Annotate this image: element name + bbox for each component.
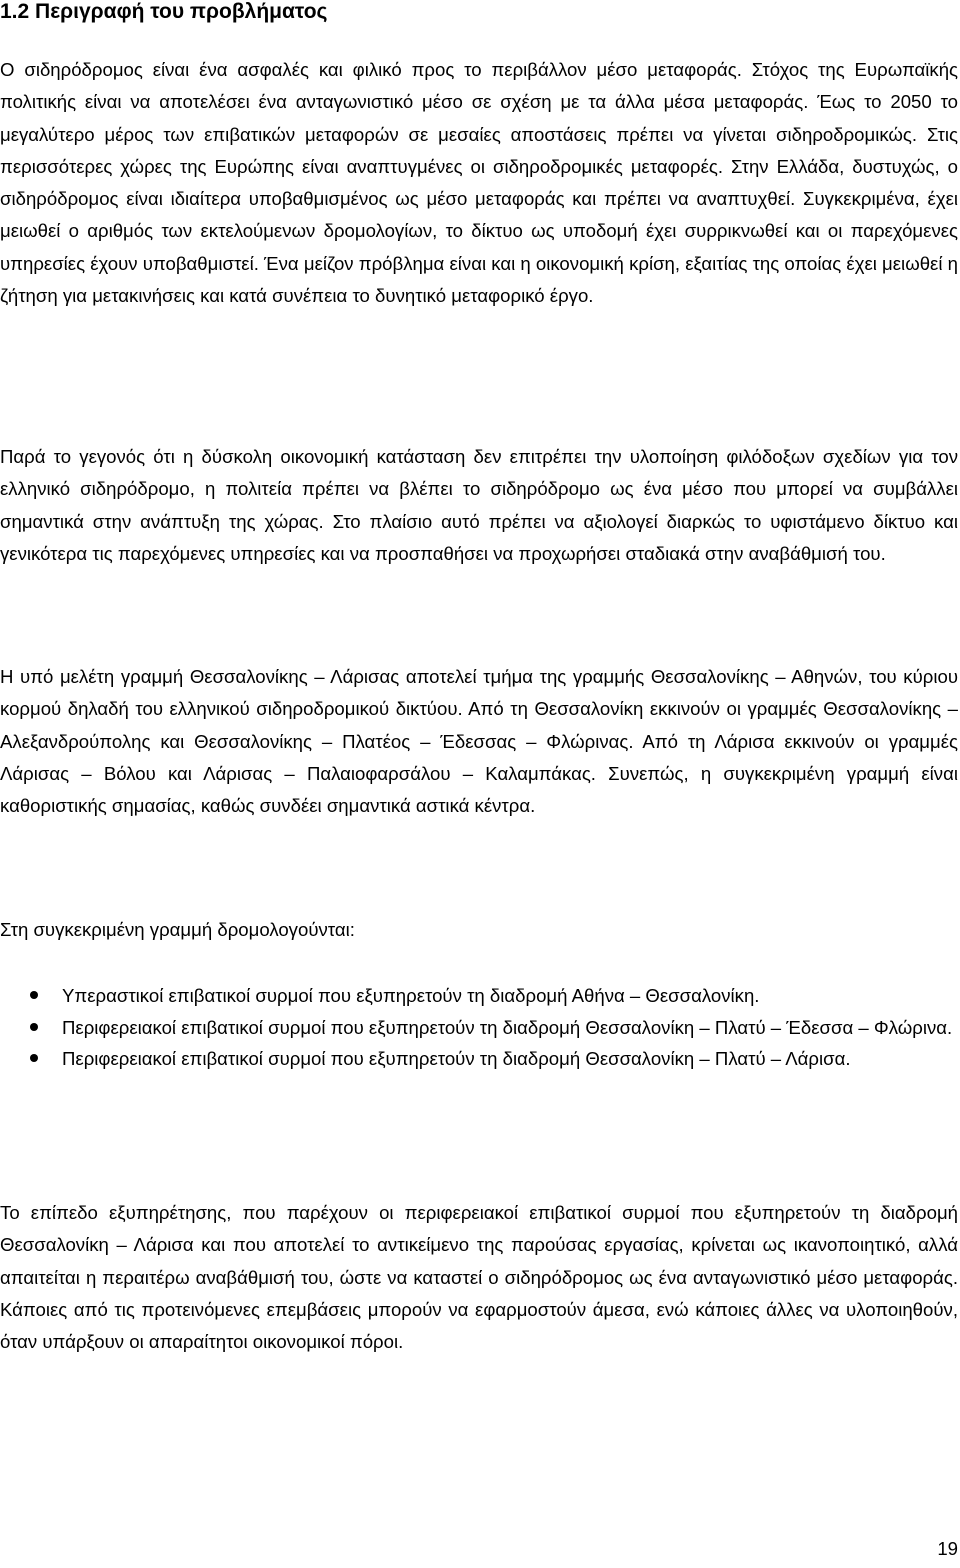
list-item-text: Περιφερειακοί επιβατικοί συρμοί που εξυπηρετούν τη διαδρομή Θεσσαλονίκη – Πλατύ – Έδεσσα – Φλώρινα. — [62, 1016, 953, 1038]
bullet-icon — [30, 1054, 38, 1062]
bullet-icon — [30, 991, 38, 999]
list-item — [0, 980, 958, 1012]
page-number: 19 — [937, 1538, 958, 1559]
list-item-text: Υπεραστικοί επιβατικοί συρμοί που εξυπηρετούν τη διαδρομή Αθήνα – Θεσσαλονίκη. — [62, 985, 760, 1006]
paragraph-services-intro: Στη συγκεκριμένη γραμμή δρομολογούνται: — [0, 919, 355, 940]
services-list — [0, 980, 958, 1075]
list-item — [0, 1043, 958, 1075]
list-item — [0, 1012, 958, 1044]
bullet-icon — [30, 1023, 38, 1031]
paragraph-policy: Παρά το γεγονός ότι η δύσκολη οικονομική κατάσταση δεν επιτρέπει την υλοποίηση φιλόδοξων σχεδίων για τον ελληνικό σιδηρόδρομο, η πολιτεία πρέπει να βλέπει το σιδηρόδρομο ως ένα μέσο που μπορεί να συμβάλλει σημαντικά στην ανάπτυξη της χώρας. Στο πλαίσιο αυτό πρέπει να αξιολογεί διαρκώς το υφιστάμενο δίκτυο και γενικότερα τις παρεχόμενες υπηρεσίες και να προσπαθήσει να προχωρήσει σταδιακά στην αναβάθμισή του. — [0, 446, 958, 564]
paragraph-line-description: Η υπό μελέτη γραμμή Θεσσαλονίκης – Λάρισας αποτελεί τμήμα της γραμμής Θεσσαλονίκης – Αθηνών, του κύριου κορμού δηλαδή του ελληνικού σιδηροδρομικού δικτύου. Από τη Θεσσαλονίκη εκκινούν οι γραμμές Θεσσαλονίκης – Αλεξανδρούπολης και Θεσσαλονίκης – Πλατέος – Έδεσσας – Φλώρινας. Από τη Λάρισα εκκινούν οι γραμμές Λάρισας – Βόλου και Λάρισας – Παλαιοφαρσάλου – Καλαμπάκας. Συνεπώς, η συγκεκριμένη γραμμή είναι καθοριστικής σημασίας, καθώς συνδέει σημαντικά αστικά κέντρα. — [0, 666, 958, 817]
list-item-text: Περιφερειακοί επιβατικοί συρμοί που εξυπηρετούν τη διαδρομή Θεσσαλονίκη – Πλατύ – Λάρισα. — [62, 1048, 851, 1069]
section-heading: 1.2 Περιγραφή του προβλήματος — [0, 0, 328, 23]
paragraph-rail-overview: Ο σιδηρόδρομος είναι ένα ασφαλές και φιλικό προς το περιβάλλον μέσο μεταφοράς. Στόχος της Ευρωπαϊκής πολιτικής είναι να αποτελέσει ένα ανταγωνιστικό μέσο σε σχέση με τα άλλα μέσα μεταφοράς. Έως το 2050 το μεγαλύτερο μέρος των επιβατικών μεταφορών σε μεσαίες αποστάσεις πρέπει να γίνεται σιδηροδρομικώς. Στις περισσότερες χώρες της Ευρώπης είναι αναπτυγμένες οι σιδηροδρομικές μεταφορές. Στην Ελλάδα, δυστυχώς, ο σιδηρόδρομος είναι ιδιαίτερα υποβαθμισμένος ως μέσο μεταφοράς και πρέπει να αναπτυχθεί. Συγκεκριμένα, έχει μειωθεί ο αριθμός των εκτελούμενων δρομολογίων, το δίκτυο ως υποδομή έχει συρρικνωθεί και οι παρεχόμενες υπηρεσίες έχουν υποβαθμιστεί. Ένα μείζον πρόβλημα είναι και η οικονομική κρίση, εξαιτίας της οποίας έχει μειωθεί η ζήτηση για μετακινήσεις και κατά συνέπεια το δυνητικό μεταφορικό έργο. — [0, 59, 958, 307]
paragraph-closing: Το επίπεδο εξυπηρέτησης, που παρέχουν οι περιφερειακοί επιβατικοί συρμοί που εξυπηρετούν τη διαδρομή Θεσσαλονίκη – Λάρισα και που αποτελεί το αντικείμενο της παρούσας εργασίας, κρίνεται ως ικανοποιητικό, αλλά απαιτείται η περαιτέρω αναβάθμισή του, ώστε να καταστεί ο σιδηρόδρομος ως ένα ανταγωνιστικό μέσο μεταφοράς. Κάποιες από τις προτεινόμενες επεμβάσεις μπορούν να εφαρμοστούν άμεσα, ενώ κάποιες άλλες να υλοποιηθούν, όταν υπάρξουν οι απαραίτητοι οικονομικοί πόροι. — [0, 1202, 958, 1353]
